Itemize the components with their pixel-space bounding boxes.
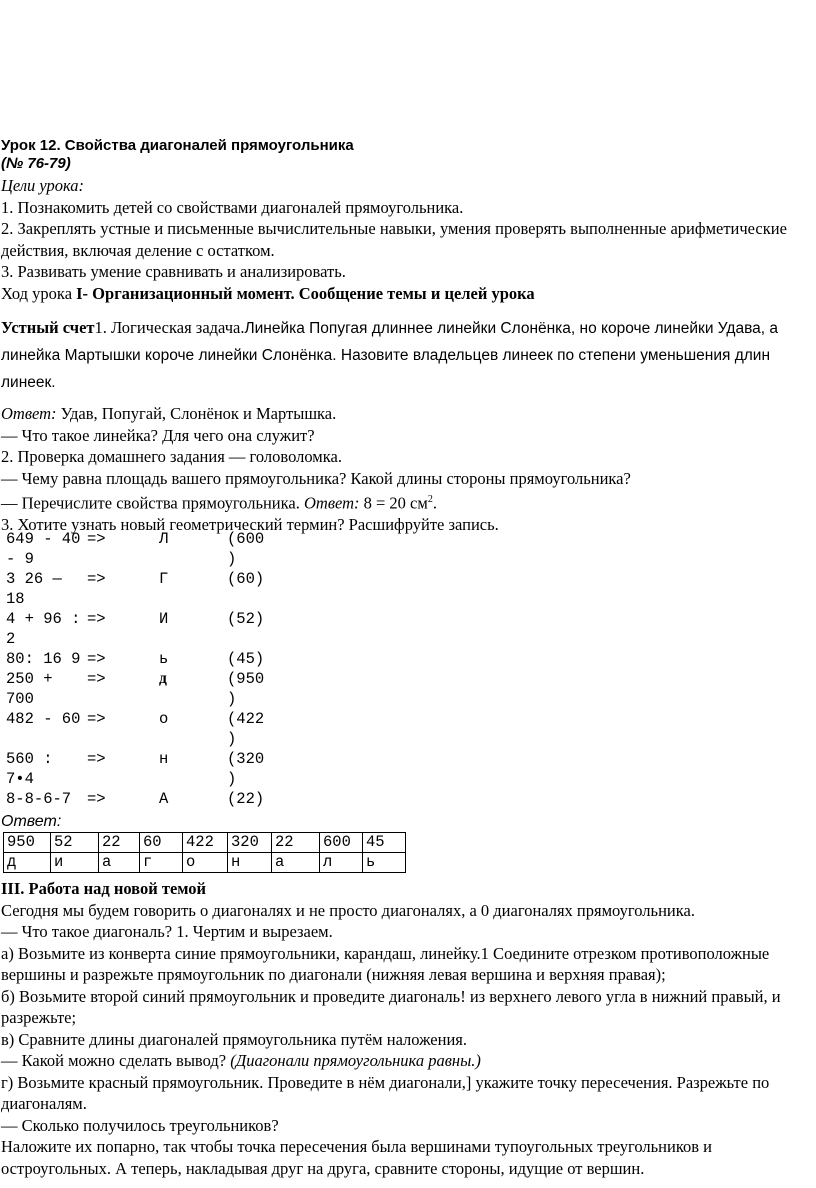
paragraph: б) Возьмите второй синий прямоугольник и проведите диагональ! из верхнего левого угла в нижний правый, и разрежьте; xyxy=(1,986,781,1027)
code-expr-1: 3 26 — xyxy=(6,570,62,588)
goal-item-2: 2. Закреплять устные и письменные вычислительные навыки, умения проверять выполненные арифметические действия, включая деление с остатком. xyxy=(1,219,787,260)
code-value-1: (600 xyxy=(227,530,265,548)
code-arrow: => xyxy=(87,530,106,548)
code-arrow: => xyxy=(87,750,106,768)
code-expr-1: 560 : xyxy=(6,750,53,768)
answer-letter-cell: а xyxy=(99,853,140,873)
code-value xyxy=(227,749,264,789)
code-value: (22) xyxy=(227,790,265,808)
code-value xyxy=(227,669,264,709)
code-expr-2: 2 xyxy=(6,630,16,648)
answer-letter-cell: а xyxy=(272,853,320,873)
code-expr: 80: 16 9 xyxy=(6,650,81,668)
question-3-end: . xyxy=(432,493,437,513)
code-value-2: ) xyxy=(227,730,237,748)
code-letter: н xyxy=(159,750,169,768)
code-value xyxy=(227,709,264,749)
paragraph: в) Сравните длины диагоналей прямоугольника путём наложения. xyxy=(1,1029,468,1049)
oral-label: Устный счет xyxy=(1,318,95,337)
answer-number-cell: 422 xyxy=(183,833,228,853)
answer-letter-cell: ь xyxy=(363,853,406,873)
code-value-1: (950 xyxy=(227,670,265,688)
code-value xyxy=(227,529,264,569)
code-expr-1: 4 + 96 : xyxy=(6,610,81,628)
code-expr-2: 7•4 xyxy=(6,770,34,788)
answer-number-cell: 320 xyxy=(228,833,272,853)
code-expr: 482 - 60 xyxy=(6,710,81,728)
code-letter: А xyxy=(159,790,169,808)
code-value: (45) xyxy=(227,650,265,668)
question-3-answer: 8 = 20 см xyxy=(359,493,428,513)
goal-item-3: 3. Развивать умение сравнивать и анализировать. xyxy=(1,262,346,281)
oral-answers xyxy=(1,403,813,536)
code-letter: д xyxy=(159,670,167,687)
answer-letter-cell: н xyxy=(228,853,272,873)
question-1: — Что такое линейка? Для чего она служит? xyxy=(1,425,315,445)
paragraph: г) Возьмите красный прямоугольник. Проведите в нём диагонали,] укажите точку пересечения. Разрежьте по диагоналям. xyxy=(1,1072,770,1113)
course-prefix: Ход урока xyxy=(1,283,77,303)
oral-answer-text: Удав, Попугай, Слонёнок и Мартышка. xyxy=(56,404,337,423)
oral-task-start: 1. Логическая задача. xyxy=(94,318,245,337)
code-expr: 8-8-6-7 xyxy=(6,790,72,808)
code-letter: о xyxy=(159,710,169,728)
paragraph: — Что такое диагональ? 1. Чертим и вырезаем. xyxy=(1,922,333,941)
homework-line: 2. Проверка домашнего задания — головоломка. xyxy=(1,447,342,466)
paragraph: а) Возьмите из конверта синие прямоугольники, карандаш, линейку.1 Соедините отрезком противоположные вершины и разрежьте прямоугольник по диагонали (нижняя левая вершина и верхняя правая); xyxy=(1,943,770,984)
answer-letter-cell: г xyxy=(140,853,183,873)
lesson-numbers: (№ 76-79) xyxy=(1,155,71,172)
question-3-text: — Перечислите свойства прямоугольника. xyxy=(1,493,304,513)
code-arrow: => xyxy=(87,710,106,728)
course-bold: I- Организационный момент. Сообщение темы и целей урока xyxy=(76,283,535,303)
question-3 xyxy=(1,489,813,514)
code-value-2: ) xyxy=(227,550,237,568)
code-letter: Л xyxy=(159,530,169,548)
paragraph-italic: (Диагонали прямоугольника равны.) xyxy=(230,1051,481,1070)
answer-number-cell: 950 xyxy=(4,833,51,853)
code-value-1: (422 xyxy=(227,710,265,728)
goals-section xyxy=(1,175,813,304)
question-3-sup: 2 xyxy=(427,494,433,505)
answer-number-cell: 22 xyxy=(272,833,320,853)
paragraph-text: — Какой можно сделать вывод? xyxy=(1,1051,231,1070)
answer-letters-row xyxy=(4,853,406,873)
answer-number-cell: 45 xyxy=(363,833,406,853)
lesson-title: Урок 12. Свойства диагоналей прямоугольника xyxy=(1,137,354,154)
answer-letter-cell: д xyxy=(4,853,51,873)
oral-answer-label: Ответ: xyxy=(1,404,57,423)
code-value-2: ) xyxy=(227,690,237,708)
course-line xyxy=(1,283,813,305)
answer-table xyxy=(3,832,406,873)
code-expr-2: - 9 xyxy=(6,550,34,568)
oral-task xyxy=(1,315,813,396)
answer-letter-cell: л xyxy=(320,853,363,873)
code-letter: Г xyxy=(159,570,169,588)
paragraph: — Сколько получилось треугольников? xyxy=(1,1115,279,1135)
code-letter: ь xyxy=(159,650,169,668)
answer-number-cell: 600 xyxy=(320,833,363,853)
code-value: (60) xyxy=(227,570,265,588)
answer-number-cell: 60 xyxy=(140,833,183,853)
goal-item-1: 1. Познакомить детей со свойствами диагоналей прямоугольника. xyxy=(1,197,464,217)
oral-task-rest: Линейка Попугая длиннее линейки Слонёнка, но короче линейки Удава, а линейка Мартышки короче линейки Слонёнка. Назовите владельцев линеек по степени уменьшения длин линеек. xyxy=(1,320,778,391)
code-expr-2: 18 xyxy=(6,590,25,608)
answer-letter-cell: о xyxy=(183,853,228,873)
section-heading: III. Работа над новой темой xyxy=(1,879,207,898)
code-expr-1: 250 + xyxy=(6,670,53,688)
goals-heading: Цели урока: xyxy=(1,176,85,195)
answer-table-label: Ответ: xyxy=(1,813,62,830)
code-arrow: => xyxy=(87,790,106,808)
code-arrow: => xyxy=(87,650,106,668)
paragraph xyxy=(1,1050,813,1072)
code-expr-1: 649 - 40 xyxy=(6,530,81,548)
answer-letter-cell: и xyxy=(51,853,99,873)
code-arrow: => xyxy=(87,570,106,588)
code-arrow: => xyxy=(87,610,106,628)
question-4: 3. Хотите узнать новый геометрический термин? Расшифруйте запись. xyxy=(1,515,499,534)
section-new-topic xyxy=(1,878,813,1179)
answer-numbers-row xyxy=(4,833,406,853)
oral-answer-line xyxy=(1,403,813,425)
answer-number-cell: 52 xyxy=(51,833,99,853)
paragraph: Сегодня мы будем говорить о диагоналях и не просто диагоналях, а 0 диагоналях прямоугольника. xyxy=(1,900,695,920)
code-expr-2: 700 xyxy=(6,690,34,708)
paragraph: Наложите их попарно, так чтобы точка пересечения была вершинами тупоугольных треугольников и остроугольных. А теперь, накладывая друг на друга, сравните стороны, идущие от вершин. xyxy=(1,1137,712,1178)
code-arrow: => xyxy=(87,670,106,688)
code-value-2: ) xyxy=(227,770,237,788)
code-letter: И xyxy=(159,610,169,628)
code-value-1: (320 xyxy=(227,750,265,768)
code-value: (52) xyxy=(227,610,265,628)
answer-number-cell: 22 xyxy=(99,833,140,853)
question-3-answer-label: Ответ: xyxy=(303,493,360,513)
question-2: — Чему равна площадь вашего прямоугольника? Какой длины стороны прямоугольника? xyxy=(1,468,631,488)
